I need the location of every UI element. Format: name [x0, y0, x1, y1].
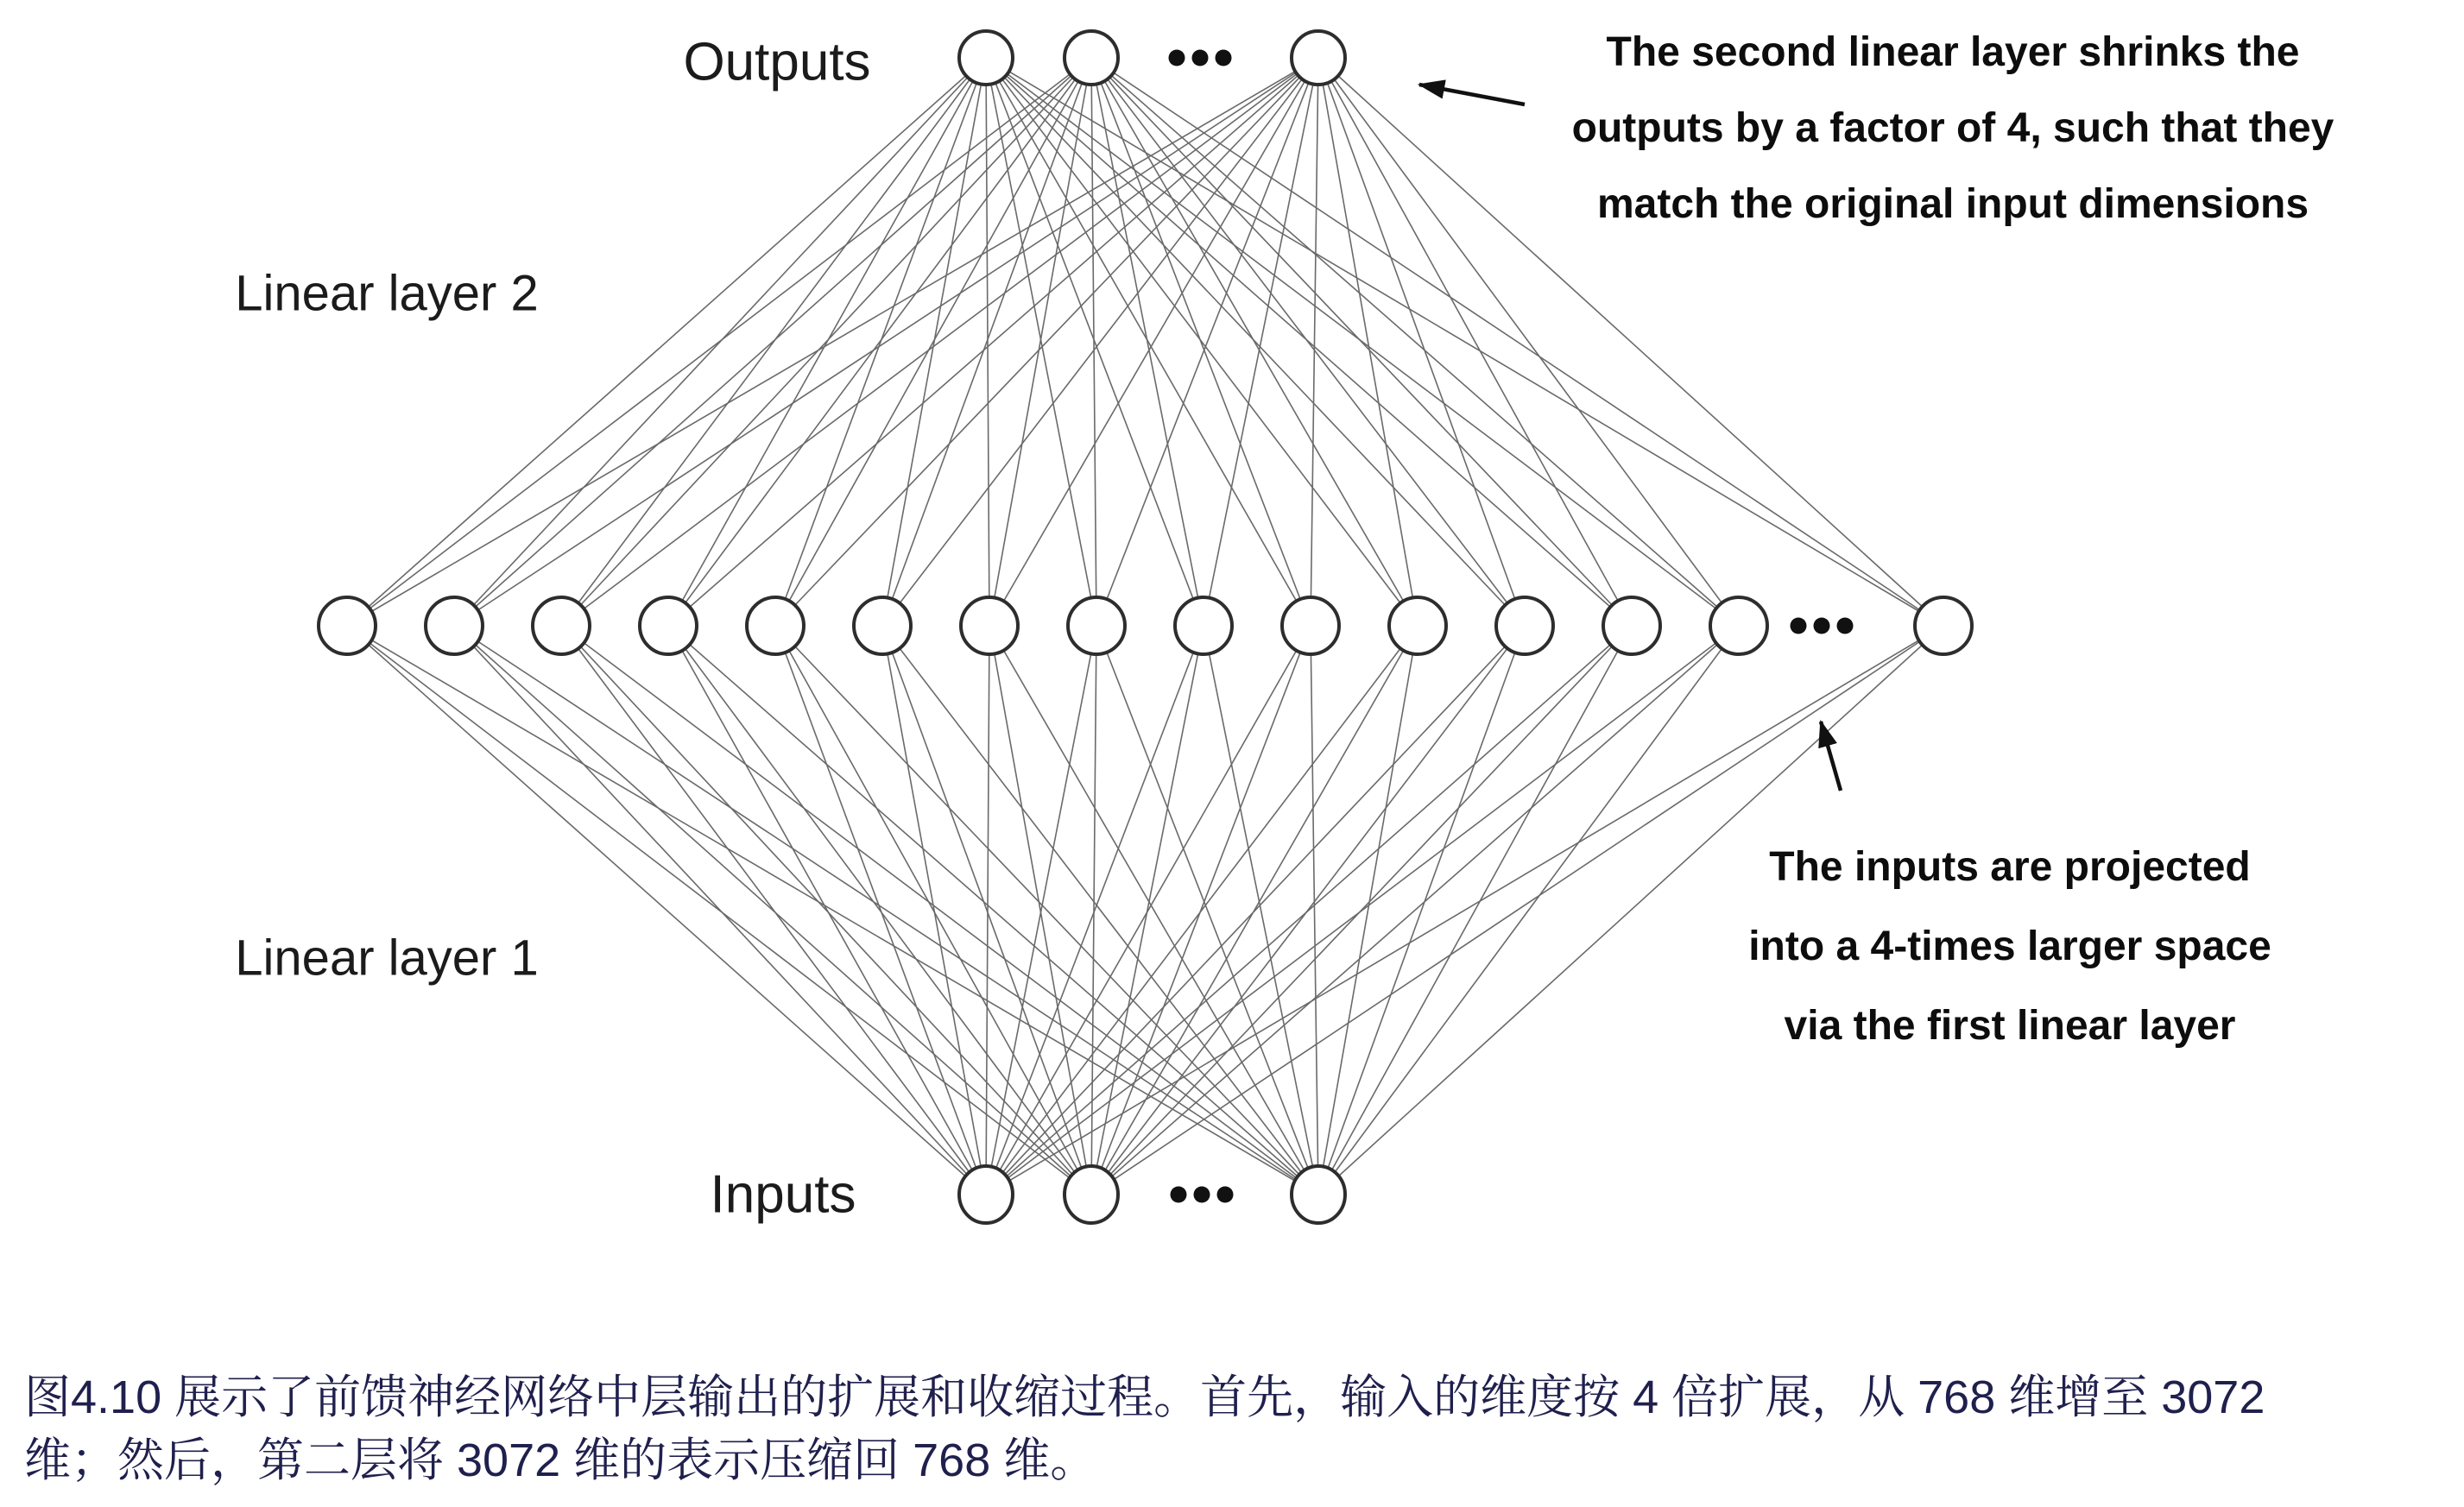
- hidden-node: [747, 597, 804, 654]
- edge: [775, 626, 986, 1195]
- edge: [989, 58, 1091, 626]
- edge: [989, 626, 1091, 1195]
- ellipsis-dot: [1791, 618, 1807, 634]
- edge: [561, 58, 1091, 626]
- edge: [1091, 626, 1311, 1195]
- edge: [1318, 626, 1739, 1195]
- edge: [454, 58, 1318, 626]
- hidden-node: [1603, 597, 1660, 654]
- ellipsis-dot: [1217, 1187, 1234, 1203]
- annotation-arrow: [1821, 722, 1841, 791]
- edge: [1318, 626, 1632, 1195]
- ellipsis-dot: [1837, 618, 1854, 634]
- hidden-node: [854, 597, 911, 654]
- edge: [347, 58, 1318, 626]
- annotation-first-layer: [1748, 828, 2271, 1066]
- edge: [1311, 58, 1318, 626]
- edge: [1318, 626, 1525, 1195]
- outputs-label: Outputs: [683, 32, 871, 92]
- ellipsis-dot: [1216, 50, 1232, 66]
- hidden-node: [1175, 597, 1232, 654]
- edge: [986, 58, 1311, 626]
- edge: [775, 626, 1318, 1195]
- figure-caption: [24, 1366, 2265, 1492]
- ellipsis-dot: [1814, 618, 1830, 634]
- output-node: [959, 31, 1013, 85]
- edge: [1091, 58, 1525, 626]
- edge: [454, 626, 1318, 1195]
- edge: [1091, 58, 1311, 626]
- edge: [986, 626, 1311, 1195]
- edge: [668, 58, 1091, 626]
- edge: [1091, 626, 1204, 1195]
- linear-layer-2-label: Linear layer 2: [235, 265, 539, 322]
- hidden-node: [426, 597, 483, 654]
- caption-line-1: 图4.10 展示了前馈神经网络中层输出的扩展和收缩过程。首先，输入的维度按 4 倍扩展，从 768 维增至 3072: [24, 1371, 2265, 1423]
- hidden-node: [1915, 597, 1972, 654]
- edge: [775, 58, 1318, 626]
- edge: [561, 626, 1091, 1195]
- linear-layer-1-label: Linear layer 1: [235, 930, 539, 987]
- edge: [986, 58, 1204, 626]
- hidden-node: [1068, 597, 1125, 654]
- inputs-label: Inputs: [710, 1164, 856, 1225]
- edge: [986, 626, 1418, 1195]
- edge: [347, 626, 986, 1195]
- annotation-line: match the original input dimensions: [1596, 181, 2309, 227]
- edge: [989, 58, 1318, 626]
- ellipsis-dot: [1171, 1187, 1187, 1203]
- edge: [1091, 58, 1096, 626]
- edge: [775, 58, 986, 626]
- annotation-arrow: [1419, 85, 1525, 104]
- annotation-second-layer: [1572, 15, 2334, 243]
- ellipsis-dot: [1169, 50, 1185, 66]
- hidden-node: [961, 597, 1018, 654]
- edge: [986, 626, 1525, 1195]
- ellipsis-dot: [1194, 1187, 1210, 1203]
- edge: [986, 58, 1096, 626]
- edge: [882, 58, 986, 626]
- annotation-line: outputs by a factor of 4, such that they: [1571, 105, 2334, 151]
- edge: [1311, 626, 1318, 1195]
- input-node: [1292, 1166, 1345, 1223]
- annotation-line: via the first linear layer: [1784, 1003, 2236, 1049]
- edge: [986, 58, 1418, 626]
- annotation-line: The second linear layer shrinks the: [1606, 29, 2300, 75]
- hidden-node: [533, 597, 590, 654]
- edge: [347, 58, 1091, 626]
- edge: [347, 58, 986, 626]
- edge: [986, 626, 1096, 1195]
- annotation-line: into a 4-times larger space: [1748, 924, 2271, 969]
- hidden-node: [1282, 597, 1339, 654]
- edge: [1091, 626, 1525, 1195]
- output-node: [1292, 31, 1345, 85]
- edge: [454, 58, 1091, 626]
- edge: [989, 626, 1318, 1195]
- edge: [454, 626, 1091, 1195]
- edge: [882, 58, 1318, 626]
- edge: [986, 58, 1525, 626]
- input-node: [959, 1166, 1013, 1223]
- output-node: [1065, 31, 1118, 85]
- edge: [347, 626, 1318, 1195]
- edge: [347, 626, 1091, 1195]
- hidden-node: [1710, 597, 1767, 654]
- edge: [561, 58, 1318, 626]
- annotation-line: The inputs are projected: [1769, 844, 2251, 890]
- ellipsis-dot: [1192, 50, 1209, 66]
- edge: [882, 626, 986, 1195]
- hidden-node: [1496, 597, 1553, 654]
- edge: [668, 626, 1091, 1195]
- input-node: [1065, 1166, 1118, 1223]
- caption-line-2: 维；然后，第二层将 3072 维的表示压缩回 768 维。: [24, 1434, 1097, 1486]
- edge: [882, 626, 1318, 1195]
- edge: [1091, 626, 1096, 1195]
- hidden-node: [1389, 597, 1446, 654]
- edge: [986, 626, 1204, 1195]
- edge: [561, 626, 1318, 1195]
- edge: [775, 58, 1091, 626]
- edge: [1318, 58, 1525, 626]
- edge: [1091, 58, 1204, 626]
- edge: [775, 626, 1091, 1195]
- hidden-node: [640, 597, 697, 654]
- hidden-node: [319, 597, 376, 654]
